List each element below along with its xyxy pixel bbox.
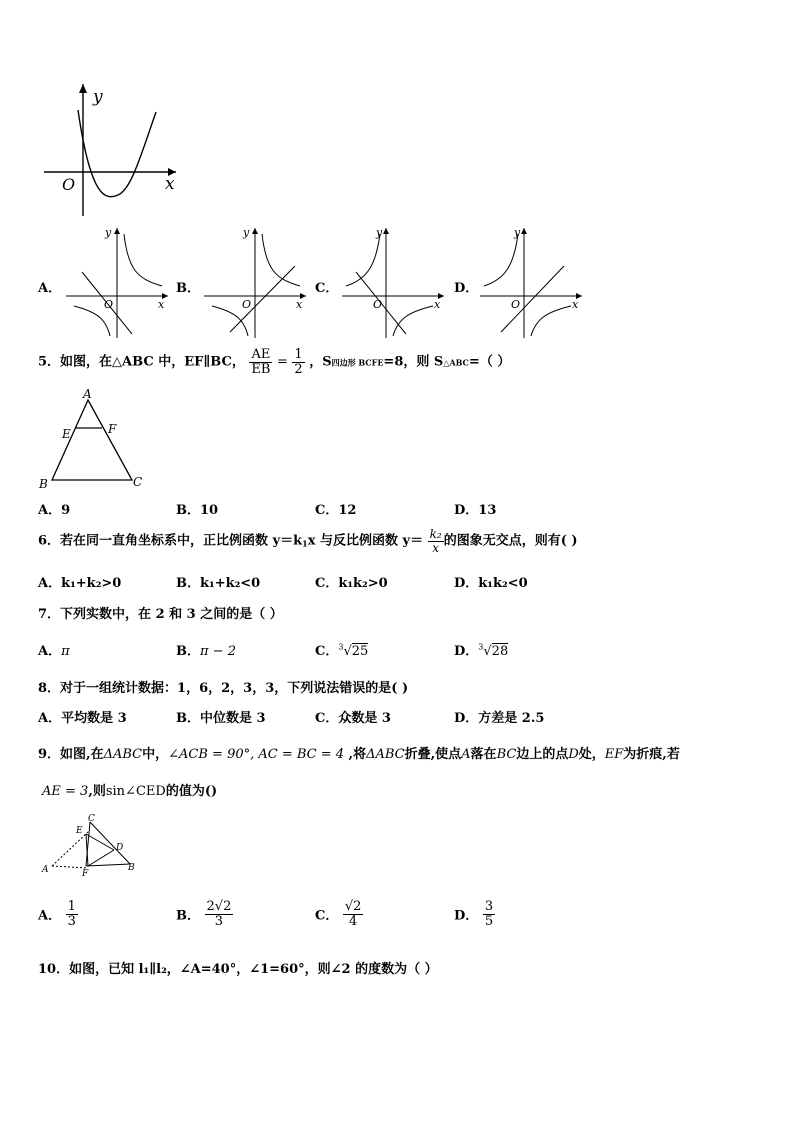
q8-option-a[interactable]: A．平均数是 3 [38, 711, 127, 726]
q6-question: 6．若在同一直角坐标系中，正比例函数 $y=k_1x$ 与反比例函数 y＝ $\frac{\text{k₂}}{x}$ 的图象无交点，则有( ) [38, 527, 578, 555]
q9-triangle-figure [38, 812, 148, 876]
q7-question: 7．下列实数中，在 2 和 3 之间的是（ ） [38, 607, 283, 622]
svg-text:E: E [76, 826, 83, 836]
q4-option-b-graph [200, 224, 310, 342]
svg-text:x: x [434, 298, 441, 311]
q9-option-c[interactable]: C． $\frac{√2}{4}$ [315, 899, 362, 929]
q4-option-c-graph [338, 224, 448, 342]
svg-text:O: O [373, 298, 383, 311]
x-axis-label: x [165, 174, 175, 194]
y-axis-label: y [93, 87, 103, 107]
q9-question-line2: AE = 3,则sin∠CED的值为() [42, 784, 218, 799]
q5-question: 5．如图，在△ABC 中，EF∥BC， $\frac{AE}{EB}$ = $\frac{1}{2}$ ，S四边形 BCFE=8，则 S△ABC=（ ） [38, 347, 511, 377]
q7-option-b[interactable]: B．π − 2 [176, 644, 236, 659]
q4-option-d-graph [476, 224, 586, 342]
parabola-graph [36, 80, 186, 220]
svg-text:C: C [88, 814, 95, 824]
svg-text:E: E [62, 427, 71, 441]
svg-text:x: x [296, 298, 303, 311]
q4-option-a-label: A． [38, 281, 62, 296]
q10-question: 10．如图，已知 l₁∥l₂，∠A=40°，∠1=60°，则∠2 的度数为（ ） [38, 962, 438, 977]
svg-text:D: D [116, 843, 124, 853]
q4-option-a-graph [62, 224, 172, 342]
q9-option-a[interactable]: A． $\frac{1}{3}$ [38, 899, 76, 929]
svg-text:y: y [243, 226, 250, 239]
svg-text:y: y [105, 226, 112, 239]
q5-option-c[interactable]: C．12 [315, 503, 357, 518]
svg-text:F: F [108, 422, 117, 436]
svg-text:O: O [242, 298, 252, 311]
q5-option-a[interactable]: A．9 [38, 503, 71, 518]
origin-label: O [62, 175, 76, 194]
q6-fraction: $\frac{\text{k₂}}{x}$ [429, 527, 442, 555]
q4-option-b-label: B． [176, 281, 200, 296]
q5-triangle-figure [36, 388, 156, 492]
q8-option-b[interactable]: B．中位数是 3 [176, 711, 266, 726]
q6-option-b[interactable]: B．k₁+k₂<0 [176, 576, 261, 591]
q7-option-d[interactable]: D．$^3$√28 [454, 642, 509, 659]
q4-option-d-label: D． [454, 281, 479, 296]
svg-text:F: F [82, 869, 89, 876]
q8-option-c[interactable]: C．众数是 3 [315, 711, 391, 726]
q9-question-line1: 9．如图,在ΔABC中，∠ACB = 90°, AC = BC = 4 ,将ΔABC折叠,使点A落在BC边上的点D处，EF为折痕,若 [38, 747, 680, 762]
q7-option-c[interactable]: C．$^3$√25 [315, 642, 369, 659]
q4-option-c-label: C． [315, 281, 339, 296]
q8-option-d[interactable]: D．方差是 2.5 [454, 711, 545, 726]
q5-option-d[interactable]: D．13 [454, 503, 497, 518]
q7-option-a[interactable]: A．π [38, 644, 70, 659]
svg-text:x: x [572, 298, 579, 311]
svg-text:O: O [511, 298, 521, 311]
q6-option-a[interactable]: A．k₁+k₂>0 [38, 576, 122, 591]
q9-option-d[interactable]: D． $\frac{3}{5}$ [454, 899, 494, 929]
q5-ratio-fraction: $\frac{AE}{EB}$ [251, 347, 271, 377]
q6-option-d[interactable]: D．k₁k₂<0 [454, 576, 528, 591]
svg-text:y: y [514, 226, 521, 239]
q6-option-c[interactable]: C．k₁k₂>0 [315, 576, 388, 591]
svg-text:A: A [42, 865, 49, 875]
svg-text:A: A [83, 388, 92, 401]
svg-text:B: B [39, 477, 48, 491]
svg-text:O: O [104, 298, 114, 311]
q5-option-b[interactable]: B．10 [176, 503, 219, 518]
svg-text:C: C [133, 475, 143, 489]
svg-text:B: B [128, 863, 135, 873]
q9-option-b[interactable]: B． $\frac{2√2}{3}$ [176, 899, 232, 929]
svg-text:y: y [376, 226, 383, 239]
q5-half-fraction: $\frac{1}{2}$ [294, 347, 303, 377]
svg-text:x: x [158, 298, 165, 311]
q8-question: 8．对于一组统计数据：1，6，2，3，3，下列说法错误的是( ) [38, 681, 409, 696]
